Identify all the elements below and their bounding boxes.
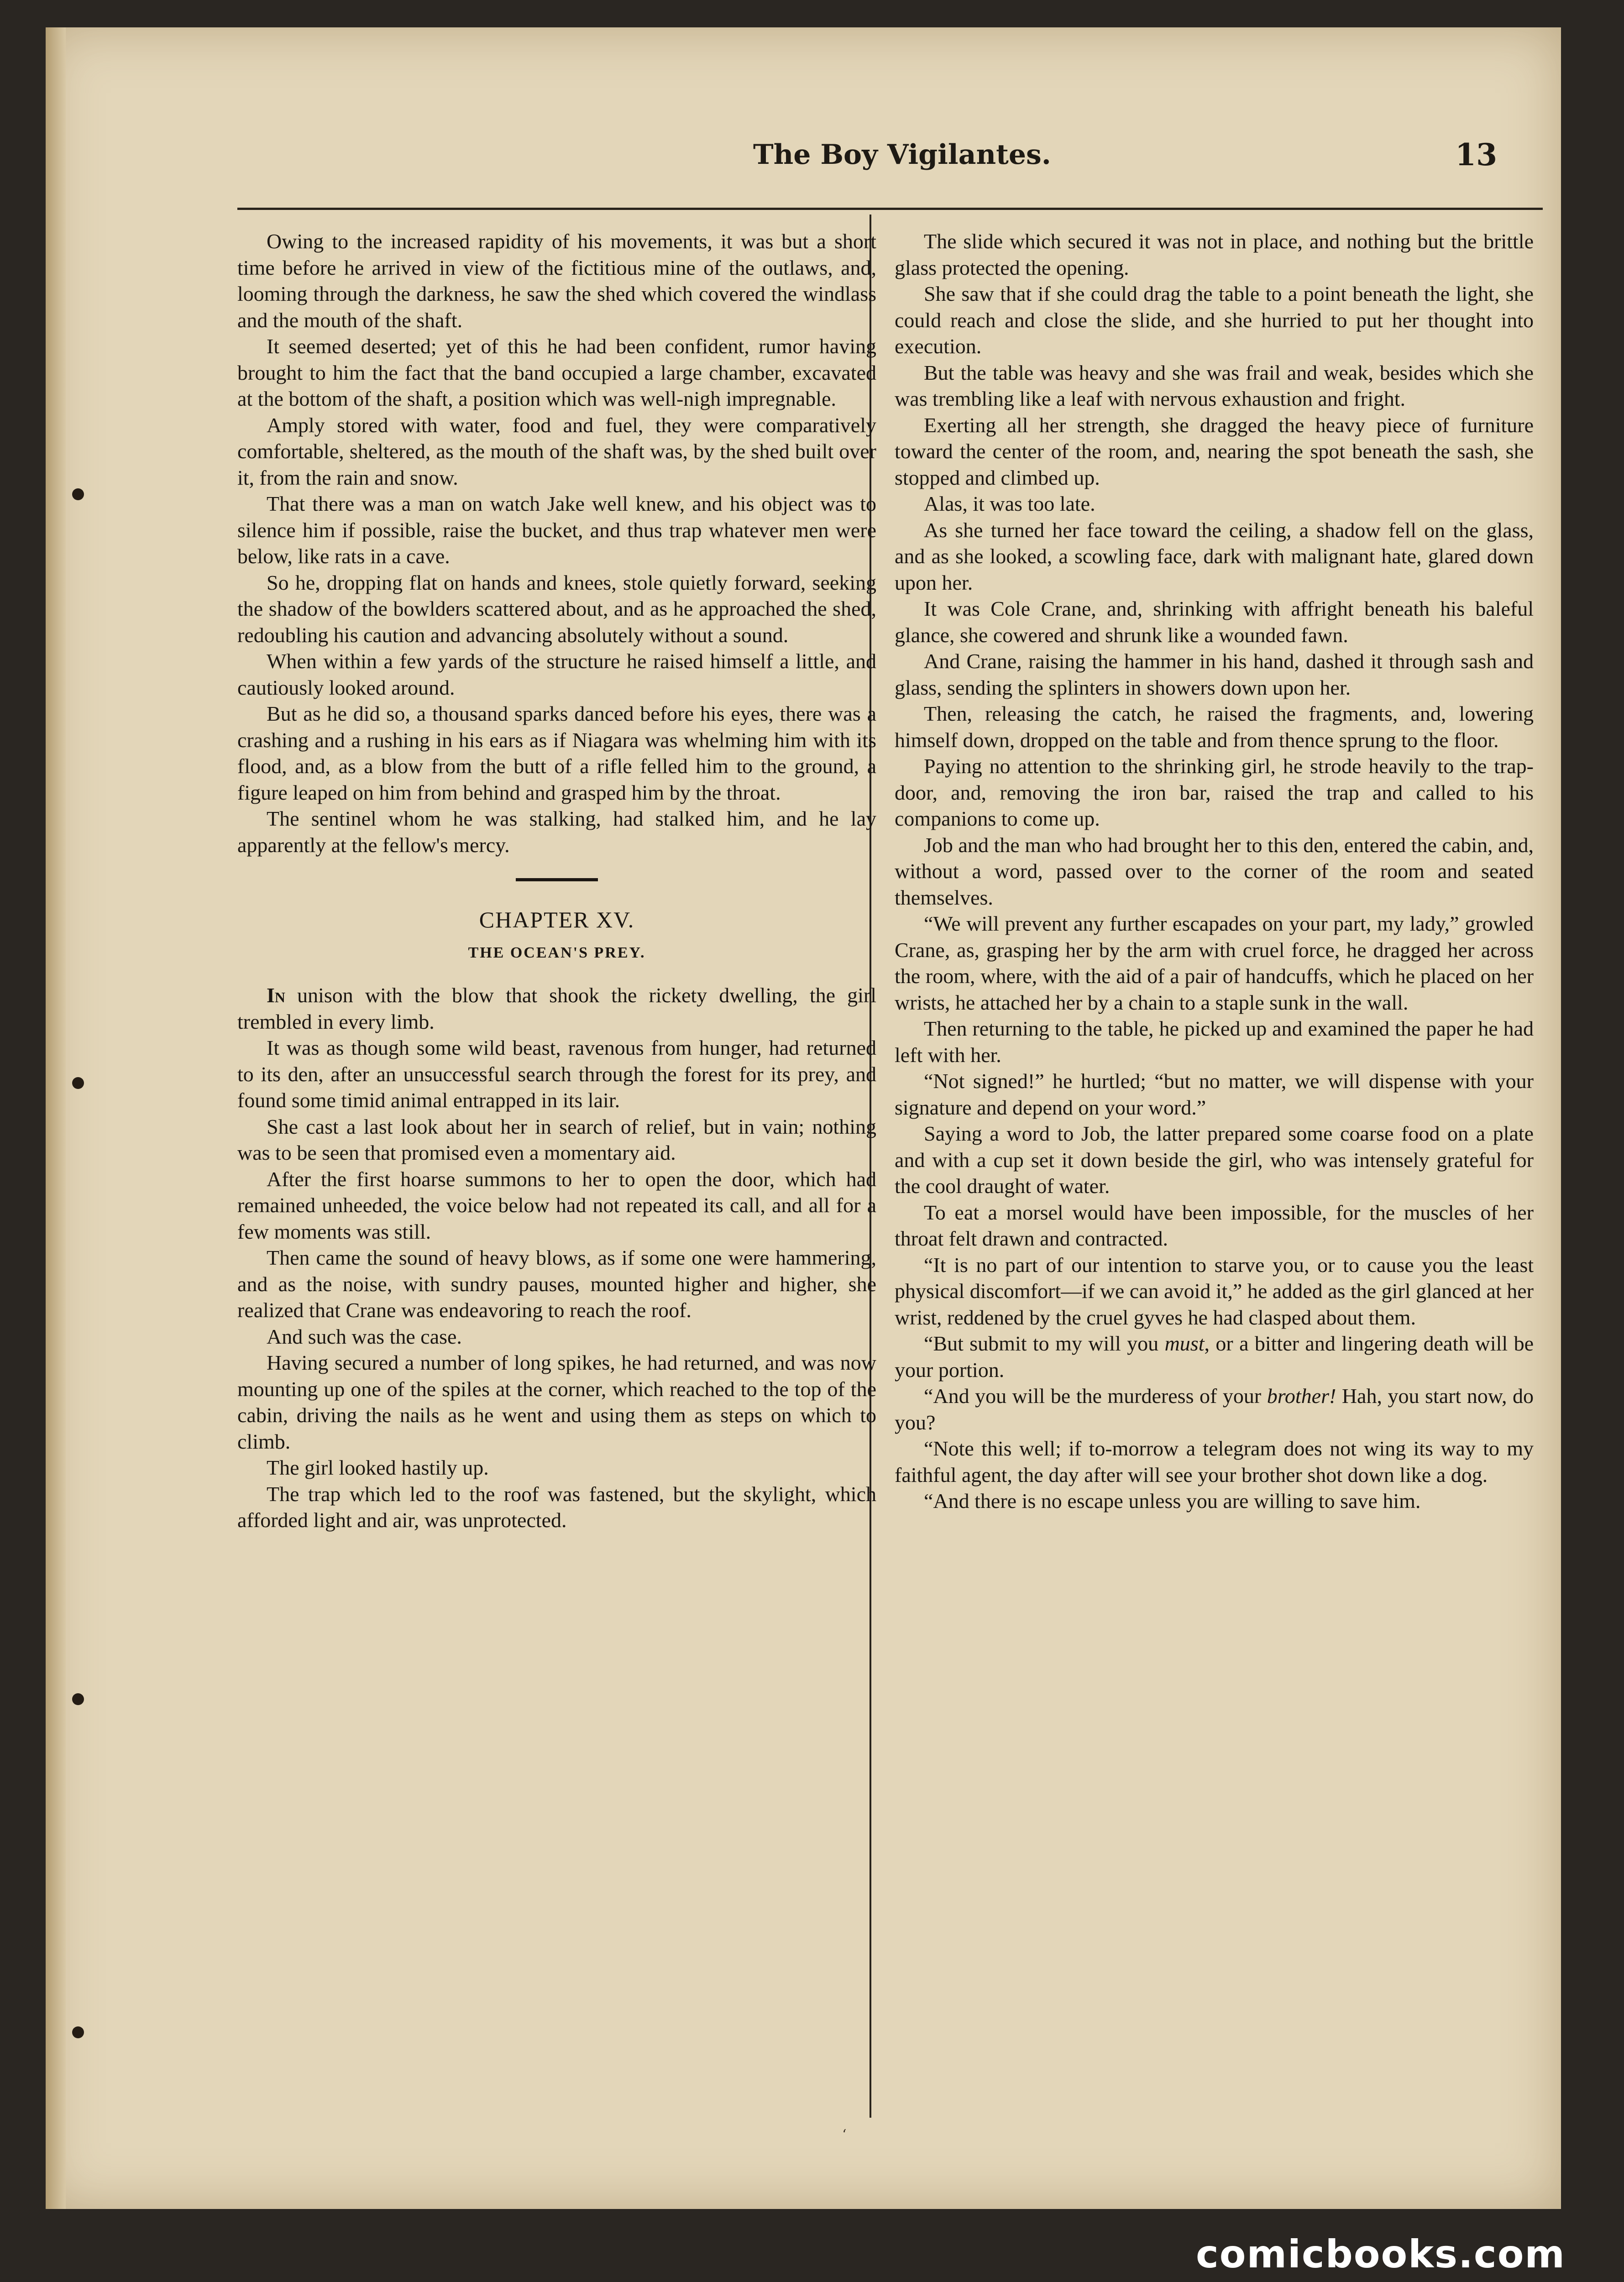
- chapter-lead-word: In: [267, 984, 286, 1007]
- chapter-subtitle: THE OCEAN'S PREY.: [468, 944, 646, 961]
- page-bottom-mark: ‘: [842, 2127, 847, 2143]
- paragraph: It was Cole Crane, and, shrinking with affright beneath his baleful glance, she cowered and shrunk like a wounded fawn.: [895, 597, 1534, 647]
- page-binding: [46, 27, 66, 2209]
- text-run: , or a bitter and lingering death will be your portion.: [895, 1332, 1534, 1382]
- paragraph: As she turned her face toward the ceiling, a shadow fell on the glass, and as she looked, a scowling face, dark with malignant hate, glared down upon her.: [895, 518, 1534, 594]
- paragraph: She saw that if she could drag the table to a point beneath the light, she could reach and close the slide, and she hurried to put her thought into execution.: [895, 282, 1534, 358]
- paragraph: To eat a morsel would have been impossible, for the muscles of her throat felt drawn and contracted.: [895, 1200, 1534, 1250]
- paragraph: Then came the sound of heavy blows, as if some one were hammering, and as the noise, with sundry pauses, mounted higher and higher, she realized that Crane was endeavoring to reach the roof.: [237, 1246, 876, 1322]
- emphasis-brother: brother!: [1267, 1384, 1336, 1408]
- paragraph: Owing to the increased rapidity of his movements, it was but a short time before he arrived in view of the fictitious mine of the outlaws, and, looming through the darkness, he saw the shed which covered the windlass and the mouth of the shaft.: [237, 230, 876, 332]
- right-column: [895, 228, 1534, 2122]
- paragraph: Amply stored with water, food and fuel, they were comparatively comfortable, sheltered, as the mouth of the shaft was, by the shed built over it, from the rain and snow.: [237, 413, 876, 489]
- paragraph: “Note this well; if to-morrow a telegram does not wing its way to my faithful agent, the day after will see your brother shot down like a dog.: [895, 1437, 1534, 1486]
- text-run: “But submit to my will you: [924, 1332, 1165, 1355]
- paragraph: The girl looked hastily up.: [267, 1456, 489, 1479]
- paragraph: But as he did so, a thousand sparks danced before his eyes, there was a crashing and a rushing in his ears as if Niagara was whelming him with its flood, and, as a blow from the butt of a rifle felled him to the ground, a figure leaped on him from behind and grasped him by the throat.: [237, 702, 876, 804]
- chapter-first-paragraph: [237, 982, 876, 1035]
- paragraph: When within a few yards of the structure he raised himself a little, and cautiously looked around.: [237, 649, 876, 699]
- site-watermark: comicbooks.com: [1196, 2232, 1566, 2277]
- book-page: [46, 27, 1561, 2209]
- paragraph: “It is no part of our intention to starve you, or to cause you the least physical discomfort—if we can avoid it,” he added as the girl glanced at her wrist, reddened by the cruel gyves he had clasped about them.: [895, 1253, 1534, 1329]
- paragraph: The trap which led to the roof was fastened, but the skylight, which afforded light and air, was unprotected.: [237, 1482, 876, 1532]
- section-divider: [516, 878, 598, 881]
- left-column: [237, 228, 876, 2122]
- paragraph: It was as though some wild beast, ravenous from hunger, had returned to its den, after an unsuccessful search through the forest for its prey, and found some timid animal entrapped in its lair.: [237, 1036, 876, 1112]
- binding-rivet: [72, 1693, 84, 1705]
- paragraph: Then returning to the table, he picked up and examined the paper he had left with her.: [895, 1017, 1534, 1067]
- header-rule: [237, 208, 1543, 210]
- page-number: 13: [1455, 137, 1497, 173]
- paragraph: Saying a word to Job, the latter prepared some coarse food on a plate and with a cup set it down beside the girl, who was intensely grateful for the cool draught of water.: [895, 1122, 1534, 1198]
- paragraph: “Not signed!” he hurtled; “but no matter, we will dispense with your signature and depend on your word.”: [895, 1069, 1534, 1119]
- paragraph: Paying no attention to the shrinking girl, he strode heavily to the trap-door, and, removing the iron bar, raised the trap and called to his companions to come up.: [895, 754, 1534, 830]
- paragraph: It seemed deserted; yet of this he had been confident, rumor having brought to him the fact that the band occupied a large chamber, excavated at the bottom of the shaft, a position which was well-nigh impregnable.: [237, 335, 876, 410]
- paragraph: She cast a last look about her in search of relief, but in vain; nothing was to be seen that promised even a momentary aid.: [237, 1115, 876, 1164]
- paragraph-brother: [895, 1383, 1534, 1435]
- binding-rivet: [72, 488, 84, 500]
- paragraph: But the table was heavy and she was frail and weak, besides which she was trembling like a leaf with nervous exhaustion and fright.: [895, 361, 1534, 410]
- paragraph: And Crane, raising the hammer in his hand, dashed it through sash and glass, sending the splinters in showers down upon her.: [895, 649, 1534, 699]
- running-title: The Boy Vigilantes.: [753, 139, 1051, 171]
- paragraph: So he, dropping flat on hands and knees, stole quietly forward, seeking the shadow of the bowlders scattered about, and as he approached the shed, redoubling his caution and advancing absolutely without a sound.: [237, 570, 876, 647]
- paragraph: “And there is no escape unless you are willing to save him.: [924, 1489, 1421, 1513]
- paragraph: “We will prevent any further escapades on your part, my lady,” growled Crane, as, grasping her by the arm with cruel force, he dragged her across the room, where, with the aid of a pair of handcuffs, which he placed on her wrists, he attached her by a chain to a staple sunk in the wall.: [895, 912, 1534, 1014]
- binding-rivet: [72, 1077, 84, 1089]
- paragraph: The sentinel whom he was stalking, had stalked him, and he lay apparently at the fellow's mercy.: [237, 807, 876, 857]
- text-run: Hah, you start now, do you?: [895, 1384, 1534, 1434]
- chapter-first-text: unison with the blow that shook the rickety dwelling, the girl trembled in every limb.: [237, 984, 876, 1033]
- paragraph: Then, releasing the catch, he raised the fragments, and, lowering himself down, dropped on the table and from thence sprung to the floor.: [895, 702, 1534, 752]
- paragraph: Exerting all her strength, she dragged the heavy piece of furniture toward the center of the room, and, nearing the spot beneath the sash, she stopped and climbed up.: [895, 413, 1534, 489]
- paragraph-must: [895, 1330, 1534, 1383]
- paragraph: And such was the case.: [267, 1324, 462, 1348]
- paragraph: Job and the man who had brought her to this den, entered the cabin, and, without a word, passed over to the corner of the room and seated themselves.: [895, 833, 1534, 909]
- paragraph: Having secured a number of long spikes, he had returned, and was now mounting up one of the spiles at the corner, which reached to the top of the cabin, driving the nails as he went and using them as steps on which to climb.: [237, 1351, 876, 1453]
- chapter-heading: CHAPTER XV.: [479, 907, 635, 932]
- paragraph: Alas, it was too late.: [924, 492, 1095, 515]
- paragraph: That there was a man on watch Jake well knew, and his object was to silence him if possible, raise the bucket, and thus trap whatever men were below, like rats in a cave.: [237, 492, 876, 568]
- paragraph: The slide which secured it was not in place, and nothing but the brittle glass protected the opening.: [895, 230, 1534, 279]
- paragraph: After the first hoarse summons to her to open the door, which had remained unheeded, the voice below had not repeated its call, and all for a few moments was still.: [237, 1167, 876, 1243]
- text-run: “And you will be the murderess of your: [924, 1384, 1267, 1408]
- emphasis-must: must: [1164, 1332, 1205, 1355]
- binding-rivet: [72, 2026, 84, 2038]
- running-head: [242, 132, 1515, 183]
